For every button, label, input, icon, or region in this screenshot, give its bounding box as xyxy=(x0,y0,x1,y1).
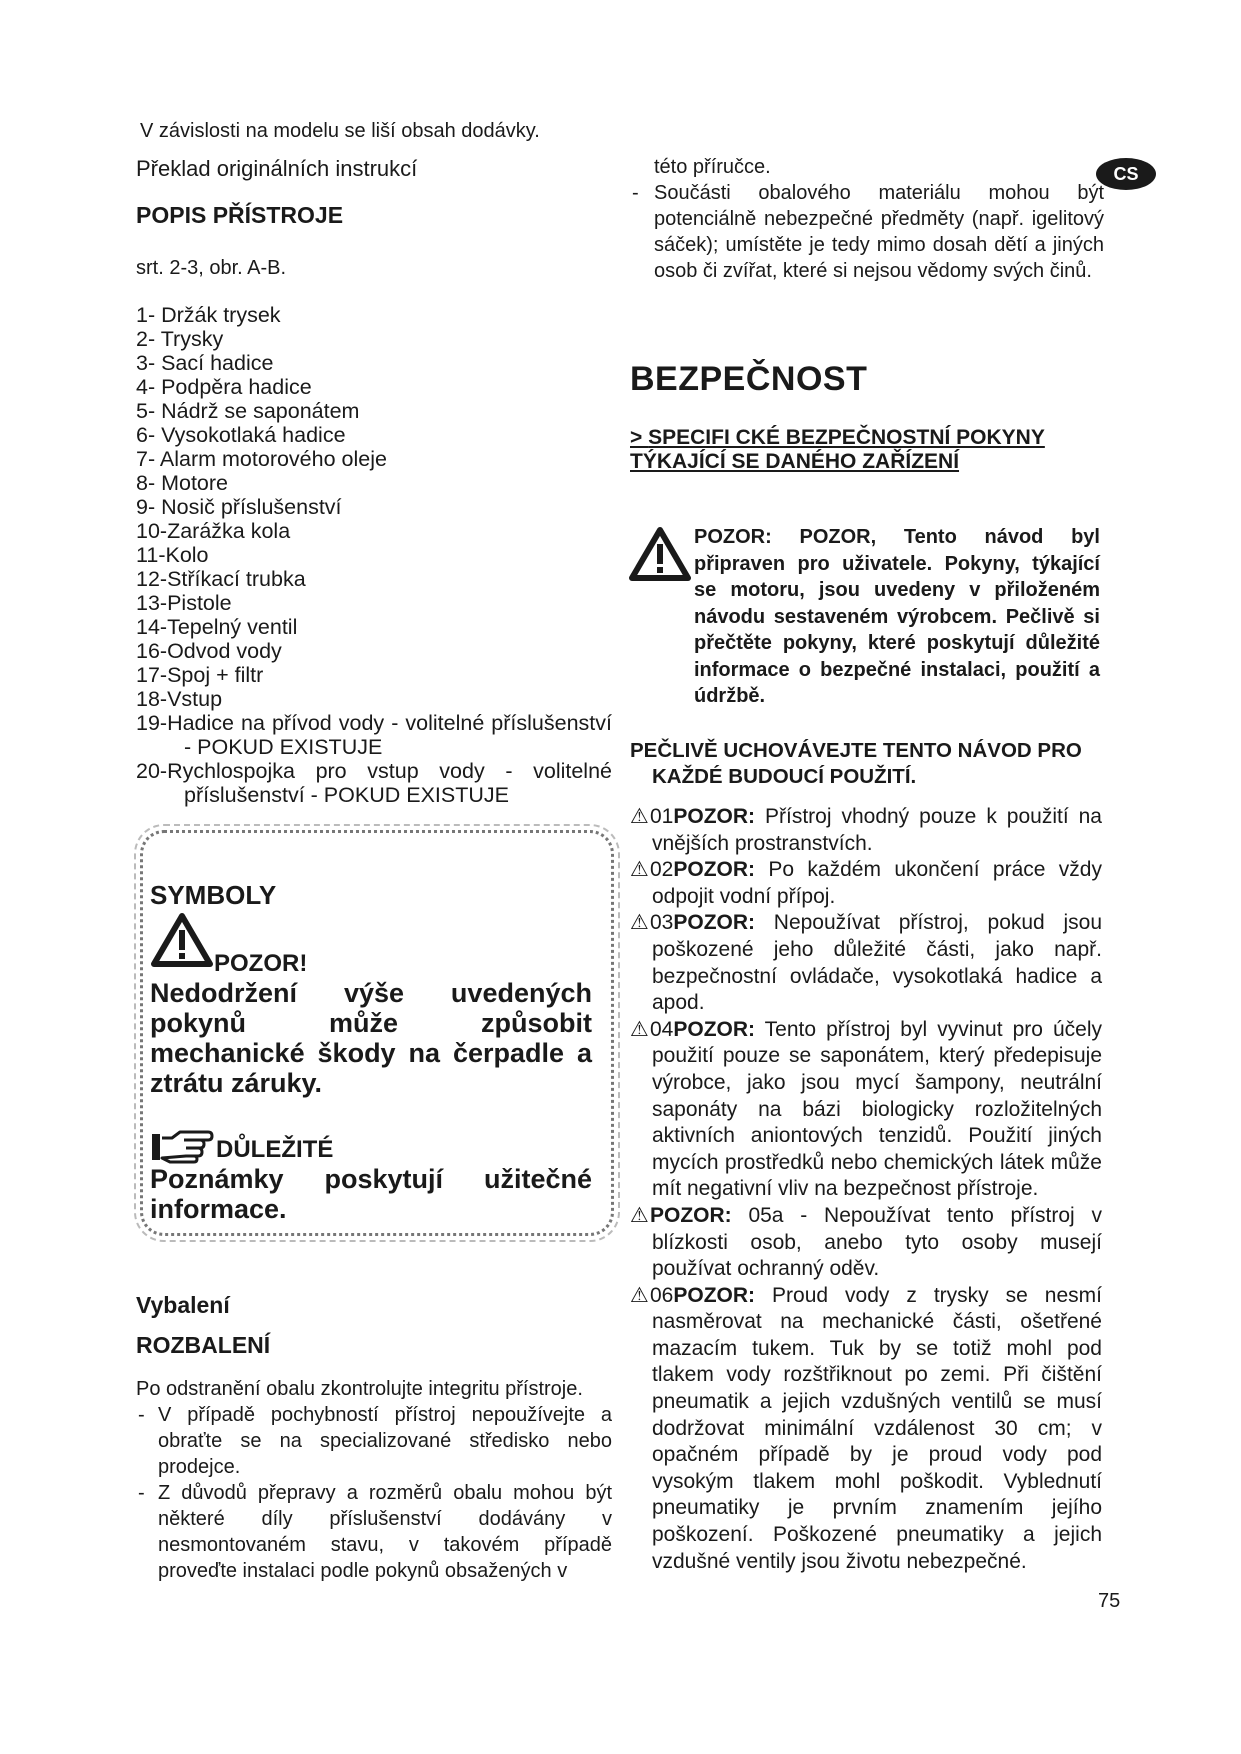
subtitle-text: SPECIFI CKÉ BEZPEČNOSTNÍ POKYNY TÝKAJÍCÍ SE DANÉHO ZAŘÍZENÍ xyxy=(630,426,1045,473)
warning-text: Nepoužívat přístroj, pokud jsou poškozené jeho důležité části, jako např. bezpečnostní ovládače, vysokotlaká hadice a apod. xyxy=(652,911,1102,1015)
unpacking-heading: Vybalení xyxy=(136,1292,230,1318)
list-item xyxy=(630,857,1102,910)
list-item: 8- Motore xyxy=(136,471,229,495)
subtitle-prefix: > xyxy=(630,426,649,449)
pointing-hand-icon xyxy=(150,1130,214,1164)
warning-label: POZOR: xyxy=(673,858,756,882)
warning-label: POZOR: xyxy=(673,1017,756,1041)
warning-number: 02 xyxy=(650,858,674,882)
warning-small-icon: ⚠ xyxy=(630,805,649,828)
safety-subtitle xyxy=(630,426,1100,474)
warning-label: POZOR: xyxy=(673,805,756,828)
list-item: 18-Vstup xyxy=(136,687,223,711)
warning-number: 06 xyxy=(650,1283,674,1307)
warning-text: 05a - Nepoužívat tento přístroj v blízkosti osob, anebo tyto osoby musejí používat ochranný oděv. xyxy=(652,1203,1102,1281)
warning-label: POZOR: xyxy=(650,1203,732,1227)
list-item: - V případě pochybností přístroj nepoužívejte a obraťte se na specializované středisko nebo prodejce. xyxy=(136,1402,612,1480)
unpacking-list xyxy=(136,1402,612,1584)
unpacking-subheading: ROZBALENÍ xyxy=(136,1332,271,1358)
list-item xyxy=(630,1017,1102,1203)
list-item: 2- Trysky xyxy=(136,327,224,351)
warning-small-icon: ⚠ xyxy=(630,911,649,935)
parts-list xyxy=(136,303,612,807)
translation-note: Překlad originálních instrukcí xyxy=(136,156,418,181)
language-badge: CS xyxy=(1096,158,1156,190)
unpacking-list-continued xyxy=(630,180,1104,284)
list-item: - Z důvodů přepravy a rozměrů obalu mohou být některé díly příslušenství dodávány v nesmontovaném stavu, v takovém případě proveďte instalaci podle pokynů obsažených v xyxy=(136,1480,612,1584)
warning-label: POZOR: xyxy=(673,911,756,935)
keep-line-2: KAŽDÉ BUDOUCÍ POUŽITÍ. xyxy=(652,765,917,788)
symbol-important-text: Poznámky poskytují užitečné informace. xyxy=(150,1164,592,1224)
figure-reference: srt. 2-3, obr. A-B. xyxy=(136,257,287,279)
warning-small-icon: ⚠ xyxy=(630,1283,649,1307)
warning-number: 01 xyxy=(650,805,674,828)
warning-text: Po každém ukončení práce vždy odpojit vodní přípoj. xyxy=(652,858,1102,908)
warning-small-icon: ⚠ xyxy=(630,1017,649,1041)
symbol-pozor-text: Nedodržení výše uvedených pokynů může způsobit mechanické škody na čerpadle a ztrátu záruky. xyxy=(150,978,592,1098)
warning-number: 03 xyxy=(650,911,674,935)
warning-number: 04 xyxy=(650,1017,674,1041)
list-item xyxy=(630,804,1102,857)
safety-title: BEZPEČNOST xyxy=(630,360,868,398)
unpacking-intro: Po odstranění obalu zkontrolujte integritu přístroje. xyxy=(136,1378,583,1400)
warning-text: Přístroj vhodný pouze k použití na vnějších prostranstvích. xyxy=(652,805,1102,855)
warning-text: Proud vody z trysky se nesmí nasměrovat na mechanické části, ošetřené mazacím tukem. Tuk by se totiž mohl pod tlakem vody rozštřiknout po zemi. Při čištění pneumatik a jejich vzdušných ventilů se musí dodržovat minimální vzdálenost 30 cm; v opačném případě by je proud vody pod vysokým tlakem mohl poškodit. Vyblednutí pneumatiky je prvním znamením jejího poškození. Poškozené pneumatiky a jejich vzdušné ventily jsou životu nebezpečné. xyxy=(652,1283,1102,1573)
list-item: 16-Odvod vody xyxy=(136,639,282,663)
warning-small-icon: ⚠ xyxy=(630,1203,649,1227)
list-item xyxy=(630,1203,1102,1283)
list-item xyxy=(630,1283,1102,1576)
symbol-pozor-label: POZOR! xyxy=(214,950,308,977)
list-item: 12-Stříkací trubka xyxy=(136,567,306,591)
list-item: 9- Nosič příslušenství xyxy=(136,495,342,519)
warning-text: Tento přístroj byl vyvinut pro účely použití pouze se saponátem, který předepisuje výrobce, jako jsou mycí šampony, neutrální saponáty na bázi biologicky rozložitelných aktivních aniontových tenzidů. Použití jiných mycích prostředků nebo chemických látek může mít negativní vliv na bezpečnost přístroje. xyxy=(652,1017,1102,1201)
list-item: 17-Spoj + filtr xyxy=(136,663,264,687)
list-item: 3- Sací hadice xyxy=(136,351,274,375)
unpacking-continuation: této příručce. xyxy=(654,156,771,178)
page-number: 75 xyxy=(1098,1590,1121,1612)
keep-line-1: PEČLIVĚ UCHOVÁVEJTE TENTO NÁVOD PRO xyxy=(630,739,1082,762)
warning-small-icon: ⚠ xyxy=(630,858,649,882)
pozor-intro-text: POZOR: POZOR, Tento návod byl připraven pro uživatele. Pokyny, týkající se motoru, jsou uvedeny v přiloženém návodu sestaveném výrobcem. Pečlivě si přečtěte pokyny, které poskytují důležité informace o bezpečné instalaci, použití a údržbě. xyxy=(694,526,1100,707)
list-item: 14-Tepelný ventil xyxy=(136,615,298,639)
symbols-title: SYMBOLY xyxy=(150,880,277,910)
list-item: 13-Pistole xyxy=(136,591,232,615)
warning-label: POZOR: xyxy=(673,1283,756,1307)
list-item: 7- Alarm motorového oleje xyxy=(136,447,387,471)
delivery-note: V závislosti na modelu se liší obsah dodávky. xyxy=(140,120,540,142)
list-item: 6- Vysokotlaká hadice xyxy=(136,423,346,447)
list-item: 19-Hadice na přívod vody - volitelné příslušenství - POKUD EXISTUJE xyxy=(136,711,612,759)
list-item: 10-Zarážka kola xyxy=(136,519,291,543)
list-item xyxy=(630,910,1102,1016)
list-item: - Součásti obalového materiálu mohou být potenciálně nebezpečné předměty (např. igelitový sáček); umístěte je tedy mimo dosah dětí a jiných osob či zvířat, které si nejsou vědomy svých činů. xyxy=(630,180,1104,284)
list-item: 20-Rychlospojka pro vstup vody - volitelné příslušenství - POKUD EXISTUJE xyxy=(136,759,612,807)
symbol-important-label: DŮLEŽITÉ xyxy=(216,1136,334,1163)
list-item: 11-Kolo xyxy=(136,543,209,567)
safety-pozor-intro xyxy=(652,524,1100,710)
keep-manual-note xyxy=(630,738,1100,790)
warning-triangle-icon xyxy=(150,912,214,968)
list-item: 4- Podpěra hadice xyxy=(136,375,312,399)
list-item: 1- Držák trysek xyxy=(136,303,281,327)
list-item: 5- Nádrž se saponátem xyxy=(136,399,360,423)
warnings-list xyxy=(630,804,1102,1575)
description-title: POPIS PŘÍSTROJE xyxy=(136,202,344,228)
